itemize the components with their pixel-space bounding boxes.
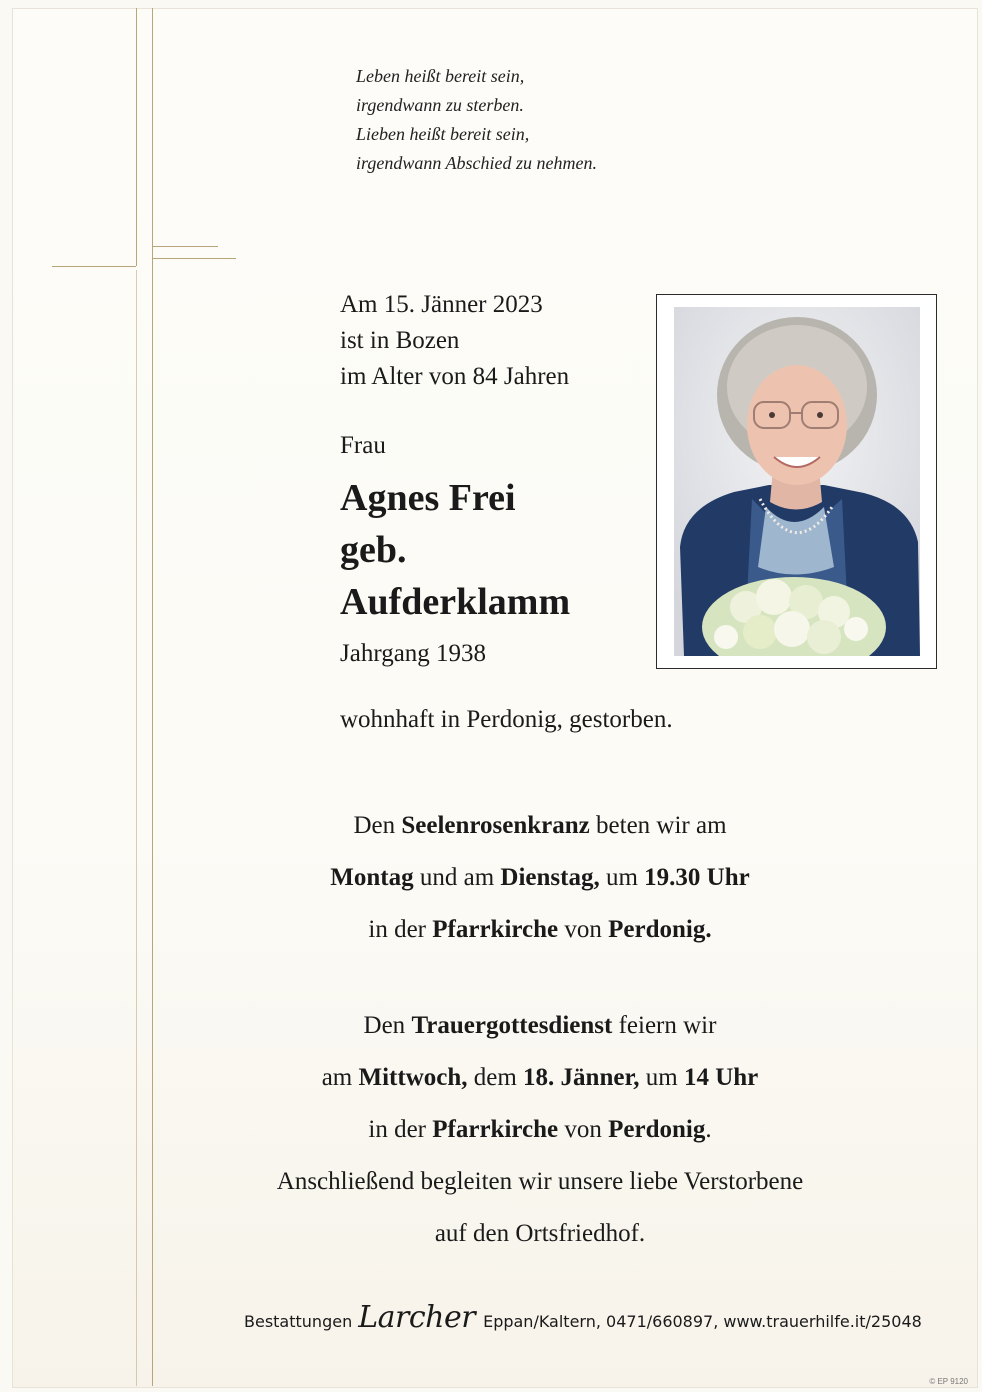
poem-line: Lieben heißt bereit sein, bbox=[356, 124, 530, 144]
rosary-line-2: Montag und am Dienstag, um 19.30 Uhr bbox=[330, 864, 750, 891]
death-place: ist in Bozen bbox=[340, 327, 460, 354]
cross-horizontal-line-right-lower bbox=[152, 258, 236, 259]
name-line: geb. bbox=[340, 529, 407, 571]
name-line: Aufderklamm bbox=[340, 581, 571, 623]
funeral-line-1: Den Trauergottesdienst feiern wir bbox=[363, 1012, 717, 1039]
salutation: Frau bbox=[340, 432, 386, 459]
funeral-home-footer bbox=[244, 1300, 922, 1335]
rosary-line-1: Den Seelenrosenkranz beten wir am bbox=[353, 812, 727, 839]
portrait-photo bbox=[674, 307, 920, 656]
print-code: © EP 9120 bbox=[929, 1377, 968, 1386]
cross-vertical-short bbox=[136, 270, 137, 1386]
portrait-frame bbox=[656, 294, 937, 669]
poem-line: irgendwann zu sterben. bbox=[356, 95, 524, 115]
death-age: im Alter von 84 Jahren bbox=[340, 363, 570, 390]
rosary-notice bbox=[170, 800, 910, 956]
name-line: Agnes Frei bbox=[340, 477, 516, 519]
rosary-line-3: in der Pfarrkirche von Perdonig. bbox=[368, 916, 712, 943]
funeral-home-logo: Larcher bbox=[358, 1300, 476, 1335]
funeral-notice bbox=[170, 1000, 910, 1260]
funeral-line-2: am Mittwoch, dem 18. Jänner, um 14 Uhr bbox=[321, 1064, 759, 1091]
funeral-line-5: auf den Ortsfriedhof. bbox=[434, 1220, 646, 1247]
footer-prefix: Bestattungen bbox=[244, 1312, 353, 1331]
poem bbox=[356, 62, 597, 178]
poem-line: Leben heißt bereit sein, bbox=[356, 66, 525, 86]
cross-horizontal-line-right bbox=[152, 246, 218, 247]
cross-vertical-line-long bbox=[152, 8, 153, 1386]
residence: wohnhaft in Perdonig, gestorben. bbox=[340, 706, 673, 733]
death-announcement bbox=[340, 287, 569, 395]
death-date: Am 15. Jänner 2023 bbox=[340, 291, 543, 318]
funeral-line-4: Anschließend begleiten wir unsere liebe Verstorbene bbox=[276, 1168, 804, 1195]
cross-horizontal-line-left bbox=[52, 266, 136, 267]
funeral-line-3: in der Pfarrkirche von Perdonig. bbox=[368, 1116, 712, 1143]
footer-details: Eppan/Kaltern, 0471/660897, www.trauerhilfe.it/25048 bbox=[483, 1312, 922, 1331]
deceased-name bbox=[340, 472, 570, 628]
birth-year: Jahrgang 1938 bbox=[340, 640, 487, 667]
cross-vertical-line bbox=[136, 8, 137, 266]
poem-line: irgendwann Abschied zu nehmen. bbox=[356, 153, 597, 173]
